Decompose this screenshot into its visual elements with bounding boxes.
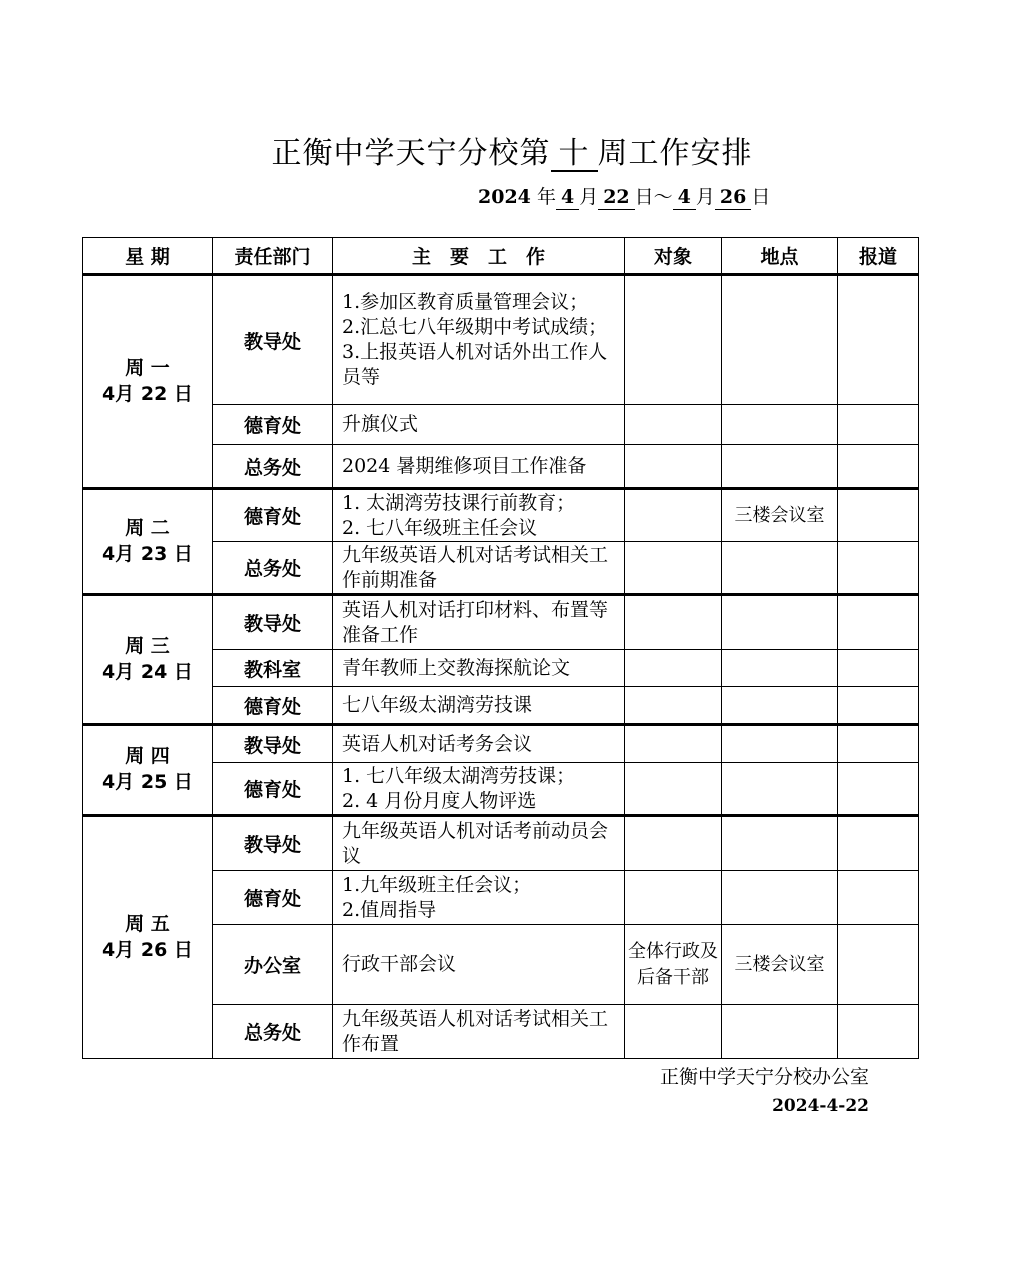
work-cell — [333, 542, 625, 595]
header-target: 对象 — [625, 238, 722, 275]
work-cell — [333, 816, 625, 871]
report-cell — [838, 405, 919, 445]
location-cell: 三楼会议室 — [722, 925, 838, 1005]
report-cell — [838, 925, 919, 1005]
weekday-label: 周 三 — [125, 634, 170, 657]
weekday-label: 周 五 — [125, 912, 170, 935]
work-cell — [333, 871, 625, 925]
location-cell: 三楼会议室 — [722, 489, 838, 542]
date-label: 4月 26 日 — [102, 938, 193, 961]
table-row — [83, 489, 919, 542]
table-row — [83, 816, 919, 871]
work-line: 英语人机对话打印材料、布置等准备工作 — [342, 598, 609, 646]
work-line: 升旗仪式 — [342, 413, 419, 435]
work-cell — [333, 725, 625, 763]
target-cell — [625, 489, 722, 542]
location-cell — [722, 595, 838, 650]
work-line: 2. 4 月份月度人物评选 — [342, 789, 537, 812]
work-line: 九年级英语人机对话考前动员会议 — [342, 819, 609, 867]
date-label: 4月 24 日 — [102, 660, 193, 683]
work-cell — [333, 650, 625, 687]
target-cell: 全体行政及后备干部 — [625, 925, 722, 1005]
header-weekday: 星 期 — [83, 238, 213, 275]
work-cell — [333, 275, 625, 405]
work-line: 2.值周指导 — [342, 898, 437, 921]
work-cell — [333, 405, 625, 445]
weekday-label: 周 四 — [125, 745, 170, 768]
date-end-month: 4 — [673, 187, 696, 210]
work-line: 九年级英语人机对话考试相关工作前期准备 — [342, 543, 609, 591]
work-line: 青年教师上交教海探航论文 — [342, 656, 571, 679]
dept-cell: 总务处 — [213, 445, 333, 489]
date-label: 4月 22 日 — [102, 382, 193, 405]
dept-cell: 教导处 — [213, 816, 333, 871]
weekday-label: 周 一 — [125, 356, 170, 379]
work-cell — [333, 925, 625, 1005]
dept-cell: 德育处 — [213, 871, 333, 925]
dept-cell: 德育处 — [213, 687, 333, 725]
location-cell — [722, 725, 838, 763]
target-cell — [625, 816, 722, 871]
date-day-label: 日～ — [634, 186, 673, 208]
location-cell — [722, 405, 838, 445]
location-cell — [722, 650, 838, 687]
report-cell — [838, 275, 919, 405]
work-cell — [333, 445, 625, 489]
work-line: 1. 太湖湾劳技课行前教育； — [342, 491, 576, 514]
report-cell — [838, 1005, 919, 1059]
dept-cell: 总务处 — [213, 542, 333, 595]
table-row — [83, 275, 919, 405]
report-cell — [838, 687, 919, 725]
schedule-table — [82, 237, 919, 1059]
date-year-label: 年 — [536, 186, 556, 208]
target-cell — [625, 445, 722, 489]
location-cell — [722, 816, 838, 871]
work-line: 2.汇总七八年级期中考试成绩； — [342, 316, 608, 338]
date-start-day: 22 — [598, 187, 634, 210]
target-cell — [625, 542, 722, 595]
work-line: 2. 七八年级班主任会议 — [342, 516, 538, 539]
header-location: 地点 — [722, 238, 838, 275]
work-line: 英语人机对话考务会议 — [342, 732, 533, 755]
table-row — [83, 725, 919, 763]
date-range — [478, 182, 770, 210]
work-line: 1.九年级班主任会议； — [342, 873, 532, 896]
date-end-month-label: 月 — [695, 186, 715, 208]
header-report: 报道 — [838, 238, 919, 275]
work-line: 行政干部会议 — [342, 953, 457, 975]
target-cell — [625, 871, 722, 925]
date-month-label: 月 — [579, 186, 599, 208]
day-cell-tuesday — [83, 489, 213, 595]
location-cell — [722, 871, 838, 925]
schedule-header — [83, 238, 919, 275]
date-year: 2024 — [478, 186, 531, 208]
date-label: 4月 23 日 — [102, 542, 193, 565]
work-cell — [333, 763, 625, 816]
work-line: 1.参加区教育质量管理会议； — [342, 291, 589, 313]
work-line: 九年级英语人机对话考试相关工作布置 — [342, 1007, 609, 1055]
title-week-number: 十 — [551, 137, 598, 172]
header-row — [83, 238, 919, 275]
report-cell — [838, 650, 919, 687]
day-cell-friday — [83, 816, 213, 1059]
target-cell — [625, 763, 722, 816]
dept-cell: 教科室 — [213, 650, 333, 687]
location-cell — [722, 687, 838, 725]
location-cell — [722, 275, 838, 405]
day-cell-monday — [83, 275, 213, 489]
date-end-day-label: 日 — [751, 186, 771, 208]
report-cell — [838, 871, 919, 925]
report-cell — [838, 816, 919, 871]
work-cell — [333, 595, 625, 650]
work-line: 3.上报英语人机对话外出工作人员等 — [342, 341, 608, 388]
work-line: 七八年级太湖湾劳技课 — [342, 693, 533, 716]
target-cell — [625, 650, 722, 687]
title-prefix: 正衡中学天宁分校第 — [271, 136, 551, 171]
schedule-body — [83, 275, 919, 1059]
dept-cell: 德育处 — [213, 405, 333, 445]
work-cell — [333, 489, 625, 542]
title-suffix: 周工作安排 — [597, 136, 753, 171]
weekday-label: 周 二 — [125, 516, 170, 539]
target-cell — [625, 405, 722, 445]
report-cell — [838, 489, 919, 542]
dept-cell: 德育处 — [213, 489, 333, 542]
day-cell-thursday — [83, 725, 213, 816]
dept-cell: 教导处 — [213, 595, 333, 650]
report-cell — [838, 763, 919, 816]
dept-cell: 办公室 — [213, 925, 333, 1005]
dept-cell: 总务处 — [213, 1005, 333, 1059]
target-cell — [625, 725, 722, 763]
target-cell — [625, 275, 722, 405]
report-cell — [838, 542, 919, 595]
work-cell — [333, 687, 625, 725]
report-cell — [838, 595, 919, 650]
target-cell — [625, 1005, 722, 1059]
dept-cell: 教导处 — [213, 275, 333, 405]
location-cell — [722, 1005, 838, 1059]
date-label: 4月 25 日 — [102, 771, 193, 793]
date-end-day: 26 — [715, 187, 751, 210]
target-cell — [625, 595, 722, 650]
dept-cell: 德育处 — [213, 763, 333, 816]
footer-office: 正衡中学天宁分校办公室 — [659, 1066, 869, 1088]
date-start-month: 4 — [556, 187, 579, 210]
location-cell — [722, 763, 838, 816]
footer-date: 2024-4-22 — [772, 1096, 869, 1116]
report-cell — [838, 445, 919, 489]
location-cell — [722, 445, 838, 489]
table-row — [83, 595, 919, 650]
work-line: 1. 七八年级太湖湾劳技课； — [342, 764, 576, 787]
report-cell — [838, 725, 919, 763]
location-cell — [722, 542, 838, 595]
page-title — [0, 128, 1024, 172]
work-cell — [333, 1005, 625, 1059]
dept-cell: 教导处 — [213, 725, 333, 763]
day-cell-wednesday — [83, 595, 213, 725]
target-cell — [625, 687, 722, 725]
work-line: 2024 暑期维修项目工作准备 — [342, 454, 587, 477]
header-department: 责任部门 — [213, 238, 333, 275]
header-main-work: 主 要 工 作 — [333, 238, 625, 275]
